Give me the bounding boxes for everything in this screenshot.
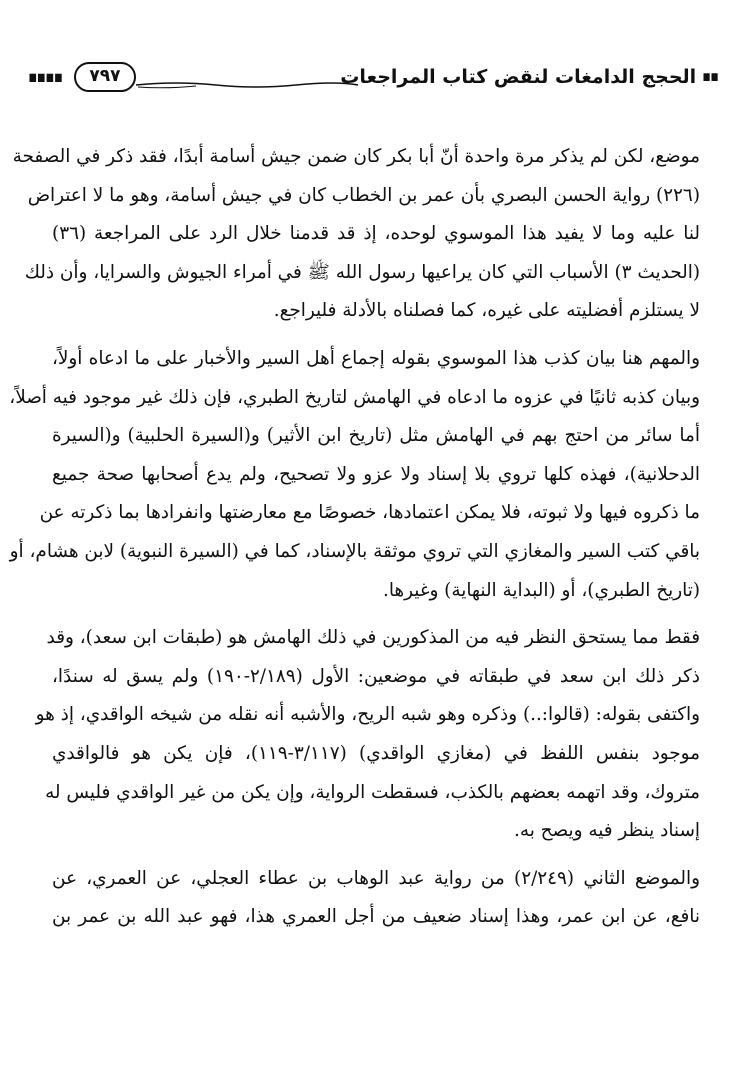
decorative-rule-icon [136, 80, 358, 90]
text-line: والمهم هنا بيان كذب هذا الموسوي بقوله إجماع أهل السير والأخبار على ما ادعاه أولاً، [52, 347, 700, 369]
text-line: موضع، لكن لم يذكر مرة واحدة أنّ أبا بكر كان ضمن جيش أسامة أبدًا، فقد ذكر في الصفحة [12, 146, 700, 167]
text-line: أما سائر من احتج بهم في الهامش مثل (تاريخ ابن الأثير) و(السيرة الحلبية) و(السيرة [52, 425, 700, 447]
text-line: لا يستلزم أفضليته على غيره، كما فصلناه بالأدلة فليراجع. [273, 300, 700, 322]
text-line: ذكر ذلك ابن سعد في طبقاته في موضعين: الأول (٢/١٨٩-١٩٠) ولم يسق له سندًا، [52, 665, 700, 687]
text-line: والموضع الثاني (٢/٢٤٩) من رواية عبد الوهاب بن عطاء العجلي، عن العمري، عن [52, 867, 701, 889]
text-line: (٢٢٦) رواية الحسن البصري بأن عمر بن الخطاب كان في جيش أسامة، وهو ما لا اعتراض [27, 184, 700, 206]
book-title: الحجج الدامغات لنقض كتاب المراجعات [340, 66, 697, 88]
text-line: موجود بنفس اللفظ في (مغازي الواقدي) (٣/١١٧-١١٩)، فإن يكن هو فالواقدي [52, 742, 700, 764]
text-line: متروك، وقد اتهمه بعضهم بالكذب، فسقطت الرواية، وإن يكن من غير الواقدي فليس له [45, 781, 700, 803]
text-line: (تاريخ الطبري)، أو (البداية النهاية) وغيرها. [382, 579, 700, 601]
book-title-header [340, 66, 718, 88]
paragraph-4 [52, 860, 700, 937]
left-ornament-icon: ∎∎∎∎ [28, 68, 63, 86]
text-line: واكتفى بقوله: (قالوا:..) وذكره وهو شبه الريح، والأشبه أنه نقله من شيخه الواقدي، إذ هو [35, 704, 700, 726]
text-line: فقط مما يستحق النظر فيه من المذكورين في ذلك الهامش هو (طبقات ابن سعد)، وقد [46, 627, 700, 649]
text-line: لنا عليه وما لا يفيد هذا الموسوي لوحده، إذ قد قدمنا خلال الرد على المراجعة (٣٦) [52, 223, 700, 245]
paragraph-1 [12, 138, 700, 331]
text-line: باقي كتب السير والمغازي التي تروي موثقة بالإسناد، كما في (السيرة النبوية) لابن هشام، أو [9, 540, 700, 562]
running-header [28, 58, 718, 102]
text-line: الدحلانية)، فهذه كلها تروي بلا إسناد ولا عزو ولا تصحيح، ولم يدع أصحابها صحة جميع [52, 463, 700, 485]
body-text [9, 138, 701, 937]
text-line: إسناد ينظر فيه ويصح به. [514, 820, 700, 842]
right-ornament-icon: ∎∎ [702, 69, 718, 85]
paragraph-2 [9, 340, 700, 610]
text-line: ما ذكروه فيها ولا ثبوته، فلا يمكن اعتمادها، خصوصًا مع معارضتها وانفرادها بما ذكرته عن [39, 502, 700, 524]
paragraph-3 [35, 619, 700, 851]
text-line: نافع، عن ابن عمر، وهذا إسناد ضعيف من أجل العمري هذا، فهو عبد الله بن عمر بن [52, 906, 700, 928]
page-number: ٧٩٧ [74, 62, 136, 92]
text-line: وبيان كذبه ثانيًا في عزوه ما ادعاه في الهامش لتاريخ الطبري، فإن ذلك غير موجود فيه أصلاً، [9, 386, 700, 408]
text-line: (الحديث ٣) الأسباب التي كان يراعيها رسول الله ﷺ في أمراء الجيوش والسرايا، وأن ذلك [24, 261, 700, 283]
